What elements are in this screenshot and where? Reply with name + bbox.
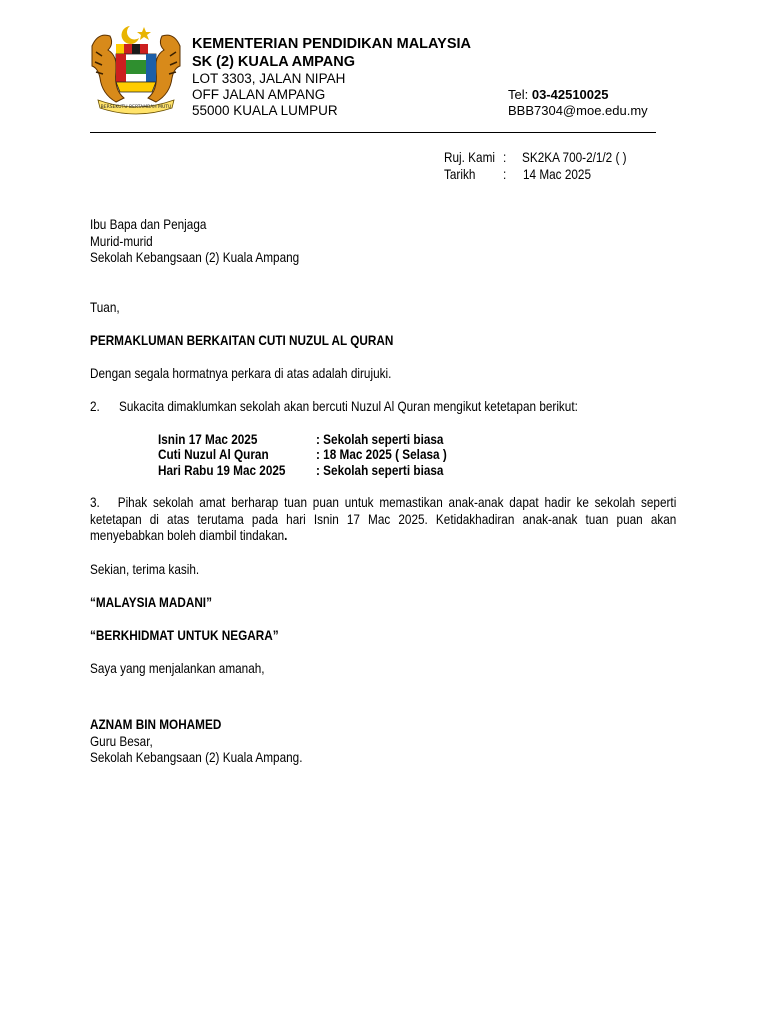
school-name: SK (2) KUALA AMPANG: [192, 54, 355, 70]
paragraph-3: [90, 494, 676, 544]
letterhead-divider: [90, 132, 656, 133]
date-colon: :: [503, 166, 507, 182]
schedule-day-2: Cuti Nuzul Al Quran: [158, 446, 269, 462]
ministry-name: KEMENTERIAN PENDIDIKAN MALAYSIA: [192, 36, 472, 52]
schedule-day-3: Hari Rabu 19 Mac 2025: [158, 462, 286, 478]
salutation: Tuan,: [90, 299, 120, 315]
coat-of-arms-logo: [86, 22, 186, 118]
crest-banner-text: BERSEKUTU BERTAMBAH MUTU: [100, 105, 172, 110]
paragraph-3-number: 3.: [90, 494, 100, 510]
slogan-berkhidmat: “BERKHIDMAT UNTUK NEGARA”: [90, 627, 279, 643]
telephone: [508, 87, 608, 103]
reference-colon: :: [503, 149, 507, 165]
address-line-3: 55000 KUALA LUMPUR: [192, 103, 338, 118]
letter-date: 14 Mac 2025: [523, 166, 592, 182]
recipient-line-3: Sekolah Kebangsaan (2) Kuala Ampang: [90, 249, 300, 265]
schedule-status-3: : Sekolah seperti biasa: [316, 462, 444, 478]
reference-label: Ruj. Kami: [444, 149, 495, 165]
paragraph-2-number: 2.: [90, 398, 100, 414]
address-line-2: OFF JALAN AMPANG: [192, 87, 326, 102]
schedule-status-1: : Sekolah seperti biasa: [316, 431, 444, 447]
signatory-name: AZNAM BIN MOHAMED: [90, 716, 222, 732]
paragraph-3-text: Pihak sekolah amat berharap tuan puan untuk memastikan anak-anak dapat hadir ke sekolah seperti ketetapan di atas terutama pada hari Isnin 17 Mac 2025. Ketidakhadiran anak-anak tuan puan akan menyebabkan boleh diambil tindakan: [90, 494, 677, 543]
letter-subject: PERMAKLUMAN BERKAITAN CUTI NUZUL AL QURAN: [90, 332, 394, 348]
closing-line: Sekian, terima kasih.: [90, 561, 200, 577]
signatory-title: Guru Besar,: [90, 733, 153, 749]
date-label: Tarikh: [444, 166, 476, 182]
schedule-day-1: Isnin 17 Mac 2025: [158, 431, 258, 447]
trust-line: Saya yang menjalankan amanah,: [90, 660, 265, 676]
opening-paragraph: Dengan segala hormatnya perkara di atas adalah dirujuki.: [90, 365, 392, 381]
paragraph-3-end: .: [284, 527, 288, 543]
recipient-line-2: Murid-murid: [90, 233, 153, 249]
paragraph-2-text: Sukacita dimaklumkan sekolah akan bercuti Nuzul Al Quran mengikut ketetapan berikut:: [119, 398, 578, 414]
email-address: BBB7304@moe.edu.my: [508, 103, 648, 118]
telephone-label: Tel:: [508, 87, 532, 102]
reference-number: SK2KA 700-2/1/2 ( ): [522, 149, 627, 165]
address-line-1: LOT 3303, JALAN NIPAH: [192, 71, 346, 86]
recipient-line-1: Ibu Bapa dan Penjaga: [90, 216, 207, 232]
signatory-school: Sekolah Kebangsaan (2) Kuala Ampang.: [90, 749, 303, 765]
telephone-number: 03-42510025: [531, 87, 609, 102]
slogan-malaysia-madani: “MALAYSIA MADANI”: [90, 594, 212, 610]
schedule-status-2: : 18 Mac 2025 ( Selasa ): [316, 446, 447, 462]
